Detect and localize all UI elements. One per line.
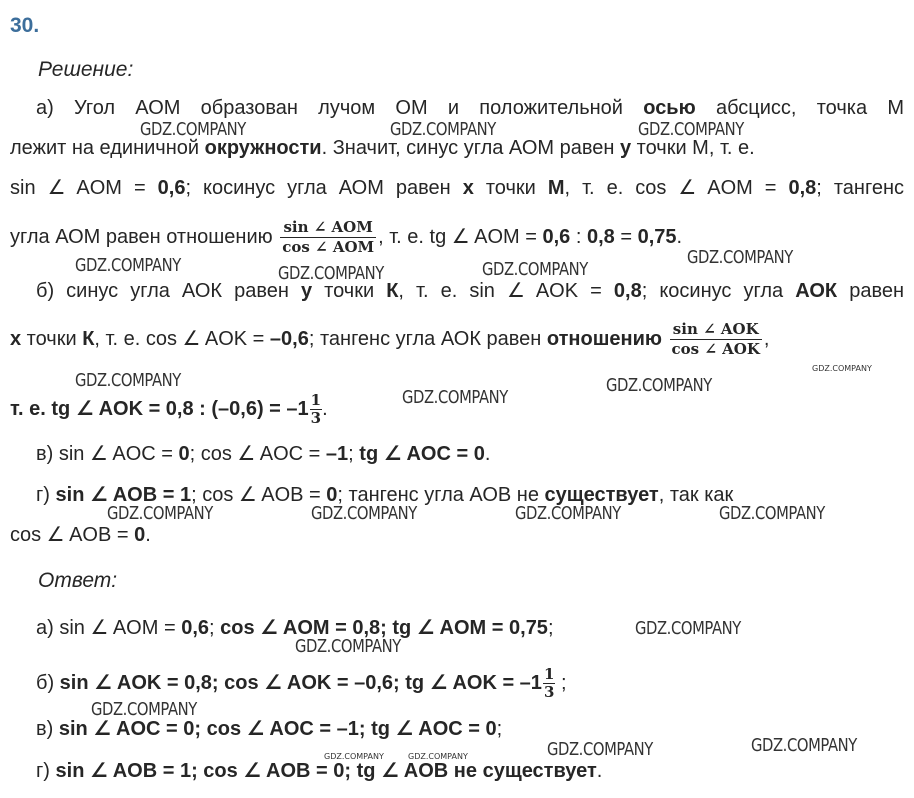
- watermark: GDZ.COMPANY: [687, 247, 793, 268]
- part-b-line-2: х точки К, т. е. cos ∠ AOK = –0,6; тангенс угла АОК равен отношению $\frac{\text{sin ∠ AOK}}{\text{cos ∠ AOK}}$ ,: [10, 320, 770, 358]
- answer-heading: Ответ:: [38, 569, 118, 592]
- watermark: GDZ.COMPANY: [402, 387, 508, 408]
- fraction-sin-cos-aok: $\frac{\text{sin ∠ AOK}}{\text{cos ∠ AOK}}$: [671, 320, 760, 358]
- watermark: GDZ.COMPANY: [107, 503, 213, 524]
- part-b-line-3: т. е. tg ∠ AOK = 0,8 : (–0,6) = –1 $\frac{1}{3}$ .: [10, 391, 328, 427]
- part-v-line: в) sin ∠ AOC = 0; cos ∠ AOC = –1; tg ∠ AOC = 0.: [36, 443, 491, 465]
- part-a-line-2: лежит на единичной окружности. Значит, синус угла АОМ равен у точки М, т. е.: [10, 137, 755, 159]
- watermark: GDZ.COMPANY: [295, 636, 401, 657]
- watermark: GDZ.COMPANY: [91, 699, 197, 720]
- watermark: GDZ.COMPANY: [75, 255, 181, 276]
- watermark: GDZ.COMPANY: [408, 752, 468, 761]
- answer-v: в) sin ∠ AOC = 0; cos ∠ AOC = –1; tg ∠ AOC = 0;: [36, 718, 503, 740]
- watermark: GDZ.COMPANY: [606, 375, 712, 396]
- part-g-line-1: г) sin ∠ AOB = 1; cos ∠ AOB = 0; тангенс угла АОВ не существует, так как: [36, 484, 734, 506]
- solution-heading: Решение:: [38, 58, 134, 81]
- watermark: GDZ.COMPANY: [140, 119, 246, 140]
- answer-b: б) sin ∠ AOK = 0,8; cos ∠ AOK = –0,6; tg ∠ AOK = –1 $\frac{1}{3}$ ;: [36, 665, 567, 701]
- watermark: GDZ.COMPANY: [390, 119, 496, 140]
- answer-g: г) sin ∠ AOB = 1; cos ∠ AOB = 0; tg ∠ AOB не существует.: [36, 760, 603, 782]
- part-b-line-1: б) синус угла АОК равен у точки К, т. е. sin ∠ AOK = 0,8; косинус угла АОК равен: [36, 280, 905, 302]
- watermark: GDZ.COMPANY: [719, 503, 825, 524]
- watermark: GDZ.COMPANY: [324, 752, 384, 761]
- watermark: GDZ.COMPANY: [547, 739, 653, 760]
- watermark: GDZ.COMPANY: [75, 370, 181, 391]
- watermark: GDZ.COMPANY: [482, 259, 588, 280]
- part-a-line-1: а) Угол АОМ образован лучом ОМ и положительной осью абсцисс, точка М: [36, 97, 905, 119]
- fraction-one-third: $\frac{1}{3}$: [310, 391, 322, 427]
- watermark: GDZ.COMPANY: [515, 503, 621, 524]
- watermark: GDZ.COMPANY: [812, 364, 872, 373]
- watermark: GDZ.COMPANY: [311, 503, 417, 524]
- answer-a: а) sin ∠ AOM = 0,6; cos ∠ AOM = 0,8; tg ∠ AOM = 0,75;: [36, 617, 554, 639]
- fraction-sin-cos-aom: $\frac{\text{sin ∠ AOM}}{\text{cos ∠ AOM}}$: [282, 218, 375, 256]
- answer-fraction-one-third: $\frac{1}{3}$: [543, 665, 555, 701]
- task-number: 30.: [10, 14, 40, 37]
- watermark: GDZ.COMPANY: [751, 735, 857, 756]
- watermark: GDZ.COMPANY: [278, 263, 384, 284]
- watermark: GDZ.COMPANY: [635, 618, 741, 639]
- watermark: GDZ.COMPANY: [638, 119, 744, 140]
- part-g-line-2: cos ∠ AOB = 0.: [10, 524, 151, 546]
- part-a-line-4: угла АОМ равен отношению $\frac{\text{sin ∠ AOM}}{\text{cos ∠ AOM}}$ , т. е. tg ∠ AOM = 0,6 : 0,8 = 0,75.: [10, 218, 683, 256]
- part-a-line-3: sin ∠ AOM = 0,6; косинус угла АОМ равен х точки М, т. е. cos ∠ AOM = 0,8; тангенс: [10, 177, 904, 199]
